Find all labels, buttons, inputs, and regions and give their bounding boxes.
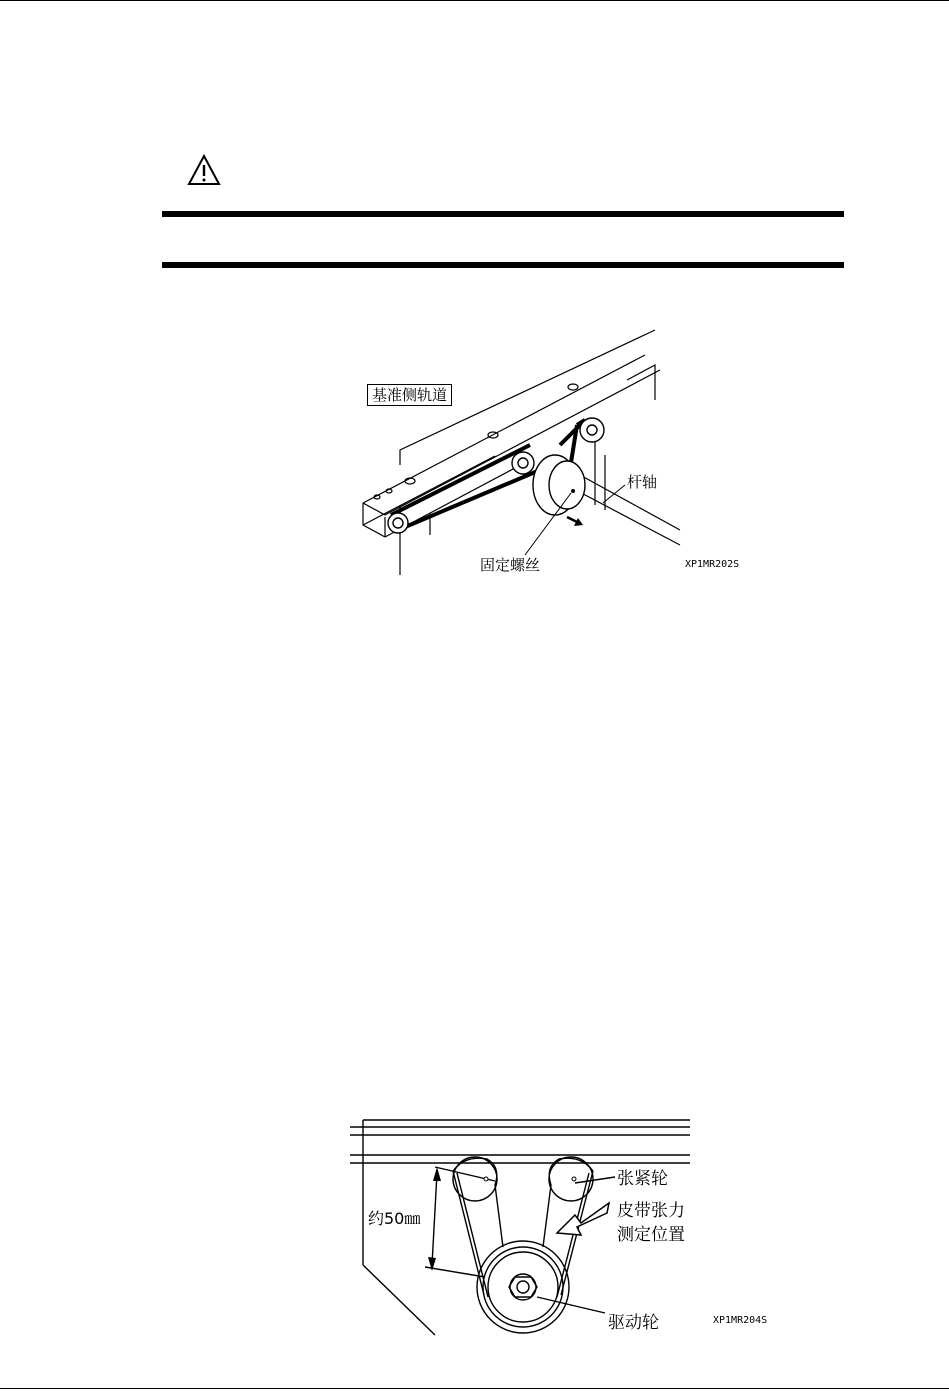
rail-assembly-drawing <box>355 325 755 587</box>
caution-rule-top <box>162 211 844 217</box>
label-fixing-screw: 固定螺丝 <box>480 556 541 574</box>
page-bottom-rule <box>0 1388 949 1389</box>
warning-triangle-icon <box>186 153 222 187</box>
figure-belt-tension <box>345 1115 785 1340</box>
figure-rail-assembly <box>355 325 755 587</box>
label-tension-pulley: 张紧轮 <box>617 1169 668 1189</box>
page-top-rule <box>0 0 949 1</box>
figure-code-1: XP1MR202S <box>685 559 740 570</box>
label-drive-pulley: 驱动轮 <box>608 1313 659 1333</box>
label-rod-shaft: 杆轴 <box>627 473 658 491</box>
label-distance: 约50㎜ <box>368 1209 421 1228</box>
caution-rule-bottom <box>162 262 844 268</box>
label-belt-tension-line2: 测定位置 <box>617 1225 685 1245</box>
figure-code-2: XP1MR204S <box>713 1315 768 1326</box>
label-belt-tension-line1: 皮带张力 <box>617 1201 685 1221</box>
label-reference-rail: 基准侧轨道 <box>367 384 452 406</box>
